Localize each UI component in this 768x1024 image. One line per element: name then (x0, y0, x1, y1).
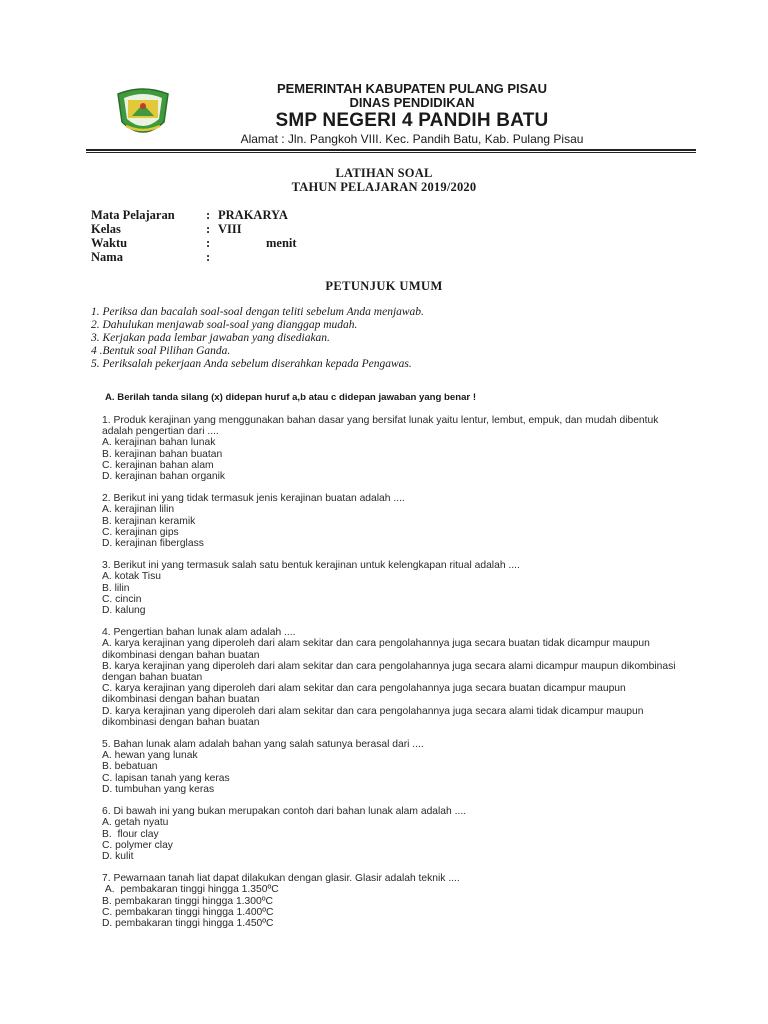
answer-option: C. karya kerajinan yang diperoleh dari alam sekitar dan cara pengolahannya juga secara buatan dicampur maupun dikombinasi dengan bahan buatan (102, 683, 629, 706)
answer-option: D. karya kerajinan yang diperoleh dari alam sekitar dan cara pengolahannya juga secara alami tidak dicampur maupun dikombinasi dengan bahan buatan (102, 705, 647, 728)
identity-label: Mata Pelajaran (91, 208, 175, 222)
identity-row-class (91, 222, 297, 236)
answer-option: D. kulit (102, 850, 134, 862)
school-name: SMP NEGERI 4 PANDIH BATU (275, 110, 549, 131)
answer-option: D. kerajinan fiberglass (102, 538, 204, 550)
answer-option: C. cincin (102, 593, 142, 605)
instruction-item: 1. Periksa dan bacalah soal-soal dengan teliti sebelum Anda menjawab. (91, 306, 424, 318)
answer-option: C. lapisan tanah yang keras (102, 772, 230, 784)
answer-option: A. kerajinan lilin (102, 504, 175, 516)
identity-table (91, 208, 297, 264)
identity-row-subject (91, 208, 297, 222)
identity-colon: : (206, 250, 211, 264)
exam-title: LATIHAN SOAL (335, 166, 433, 180)
identity-row-name (91, 250, 297, 264)
question-4 (102, 627, 682, 728)
answer-option: A. pembakaran tinggi hingga 1.350ºC (102, 884, 279, 896)
answer-option: D. tumbuhan yang keras (102, 783, 215, 795)
question-stem: 3. Berikut ini yang termasuk salah satu bentuk kerajinan untuk kelengkapan ritual adalah .... (102, 560, 520, 572)
instruction-item: 4 .Bentuk soal Pilihan Ganda. (91, 345, 231, 357)
question-stem: 1. Produk kerajinan yang menggunakan bahan dasar yang bersifat lunak yaitu lentur, lembut, empuk, dan mudah dibentuk adalah pengertian dari .... (102, 415, 662, 438)
answer-option: B. kerajinan keramik (102, 515, 196, 527)
letterhead (222, 82, 602, 147)
answer-option: B. lilin (102, 582, 130, 594)
answer-option: A. getah nyatu (102, 817, 169, 829)
instructions-heading: PETUNJUK UMUM (325, 279, 443, 293)
identity-value: PRAKARYA (218, 208, 288, 222)
identity-value: VIII (218, 222, 242, 236)
question-3 (102, 560, 682, 616)
answer-option: A. kerajinan bahan lunak (102, 437, 216, 449)
answer-option: A. kotak Tisu (102, 571, 161, 583)
identity-label: Nama (91, 250, 123, 264)
instruction-item: 2. Dahulukan menjawab soal-soal yang dianggap mudah. (91, 319, 358, 331)
answer-option: D. kerajinan bahan organik (102, 471, 226, 483)
department-line: DINAS PENDIDIKAN (349, 95, 475, 110)
question-2 (102, 493, 682, 549)
identity-row-time (91, 236, 297, 250)
question-6 (102, 806, 682, 862)
answer-option: B. pembakaran tinggi hingga 1.300ºC (102, 895, 273, 907)
government-line: PEMERINTAH KABUPATEN PULANG PISAU (276, 81, 548, 96)
academic-year: TAHUN PELAJARAN 2019/2020 (291, 180, 477, 194)
section-instruction: A. Berilah tanda silang (x) didepan huruf a,b atau c didepan jawaban yang benar ! (105, 392, 477, 403)
question-stem: 5. Bahan lunak alam adalah bahan yang salah satunya berasal dari .... (102, 739, 424, 751)
answer-option: D. pembakaran tinggi hingga 1.450ºC (102, 917, 274, 929)
answer-option: C. kerajinan gips (102, 526, 179, 538)
header-divider-thick (86, 149, 696, 151)
answer-option: C. polymer clay (102, 839, 173, 851)
question-stem: 4. Pengertian bahan lunak alam adalah .... (102, 627, 296, 639)
answer-option: A. hewan yang lunak (102, 750, 198, 762)
instruction-item: 3. Kerjakan pada lembar jawaban yang disediakan. (91, 332, 330, 344)
answer-option: D. kalung (102, 605, 146, 617)
answer-option: A. karya kerajinan yang diperoleh dari alam sekitar dan cara pengolahannya juga secara buatan tidak dicampur maupun dikombinasi dengan bahan buatan (102, 638, 653, 661)
answer-option: C. kerajinan bahan alam (102, 459, 214, 471)
question-list (102, 415, 682, 940)
identity-unit: menit (266, 236, 297, 250)
question-stem: 6. Di bawah ini yang bukan merupakan contoh dari bahan lunak alam adalah .... (102, 806, 467, 818)
instruction-item: 5. Periksalah pekerjaan Anda sebelum diserahkan kepada Pengawas. (91, 358, 412, 370)
regency-crest-icon (114, 86, 172, 140)
identity-label: Waktu (91, 236, 128, 250)
school-address: Alamat : Jln. Pangkoh VIII. Kec. Pandih Batu, Kab. Pulang Pisau (240, 132, 584, 146)
answer-option: C. pembakaran tinggi hingga 1.400ºC (102, 906, 274, 918)
instructions-list (91, 306, 424, 371)
identity-colon: : (206, 236, 211, 250)
answer-option: B. kerajinan bahan buatan (102, 448, 223, 460)
answer-option: B. karya kerajinan yang diperoleh dari alam sekitar dan cara pengolahannya juga secara alami dicampur maupun dikombinasi dengan bahan buatan (102, 660, 679, 684)
identity-colon: : (206, 222, 211, 236)
identity-label: Kelas (91, 222, 121, 236)
answer-option: B. flour clay (102, 828, 159, 840)
question-stem: 2. Berikut ini yang tidak termasuk jenis kerajinan buatan adalah .... (102, 493, 405, 505)
identity-colon: : (206, 208, 211, 222)
answer-option: B. bebatuan (102, 761, 158, 773)
question-1 (102, 415, 682, 482)
question-5 (102, 739, 682, 795)
question-7 (102, 873, 682, 929)
header-divider-thin (86, 152, 696, 153)
question-stem: 7. Pewarnaan tanah liat dapat dilakukan dengan glasir. Glasir adalah teknik .... (102, 873, 460, 885)
